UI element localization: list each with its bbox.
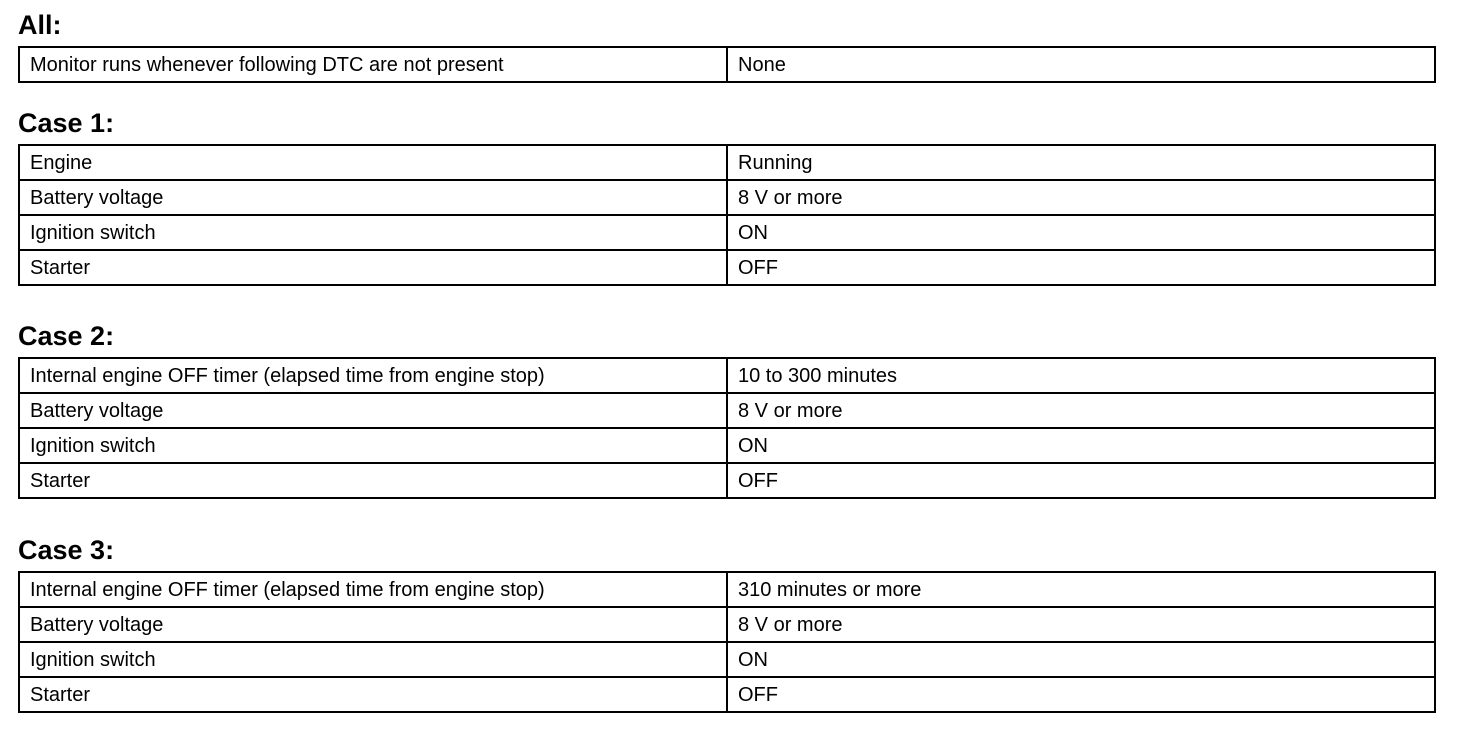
table-row	[19, 358, 1435, 393]
value-cell: 8 V or more	[727, 180, 1435, 215]
value-cell: ON	[727, 215, 1435, 250]
value-cell: 8 V or more	[727, 393, 1435, 428]
table-row	[19, 145, 1435, 180]
table-row	[19, 463, 1435, 498]
condition-cell: Monitor runs whenever following DTC are not present	[19, 47, 727, 82]
conditions-table	[18, 144, 1436, 286]
section-heading: Case 2:	[18, 321, 115, 351]
condition-cell: Ignition switch	[19, 642, 727, 677]
condition-cell: Battery voltage	[19, 607, 727, 642]
section-case-3	[18, 535, 1434, 713]
table-row	[19, 642, 1435, 677]
table-row	[19, 607, 1435, 642]
table-row	[19, 180, 1435, 215]
condition-cell: Starter	[19, 463, 727, 498]
table-row	[19, 47, 1435, 82]
condition-cell: Battery voltage	[19, 393, 727, 428]
value-cell: 10 to 300 minutes	[727, 358, 1435, 393]
value-cell: 310 minutes or more	[727, 572, 1435, 607]
section-heading: Case 1:	[18, 108, 115, 138]
condition-cell: Starter	[19, 250, 727, 285]
table-row	[19, 393, 1435, 428]
conditions-table	[18, 571, 1436, 713]
condition-cell: Battery voltage	[19, 180, 727, 215]
value-cell: None	[727, 47, 1435, 82]
table-row	[19, 428, 1435, 463]
value-cell: ON	[727, 428, 1435, 463]
section-heading: Case 3:	[18, 535, 115, 565]
condition-cell: Internal engine OFF timer (elapsed time from engine stop)	[19, 358, 727, 393]
condition-cell: Internal engine OFF timer (elapsed time from engine stop)	[19, 572, 727, 607]
value-cell: 8 V or more	[727, 607, 1435, 642]
section-heading: All:	[18, 10, 62, 40]
section-case-2	[18, 321, 1434, 499]
condition-cell: Ignition switch	[19, 428, 727, 463]
value-cell: ON	[727, 642, 1435, 677]
conditions-table	[18, 46, 1436, 83]
value-cell: Running	[727, 145, 1435, 180]
section-all	[18, 10, 1434, 83]
conditions-table	[18, 357, 1436, 499]
table-row	[19, 215, 1435, 250]
condition-cell: Ignition switch	[19, 215, 727, 250]
table-row	[19, 677, 1435, 712]
value-cell: OFF	[727, 463, 1435, 498]
condition-cell: Engine	[19, 145, 727, 180]
table-row	[19, 250, 1435, 285]
table-row	[19, 572, 1435, 607]
condition-cell: Starter	[19, 677, 727, 712]
value-cell: OFF	[727, 677, 1435, 712]
section-case-1	[18, 108, 1434, 286]
value-cell: OFF	[727, 250, 1435, 285]
